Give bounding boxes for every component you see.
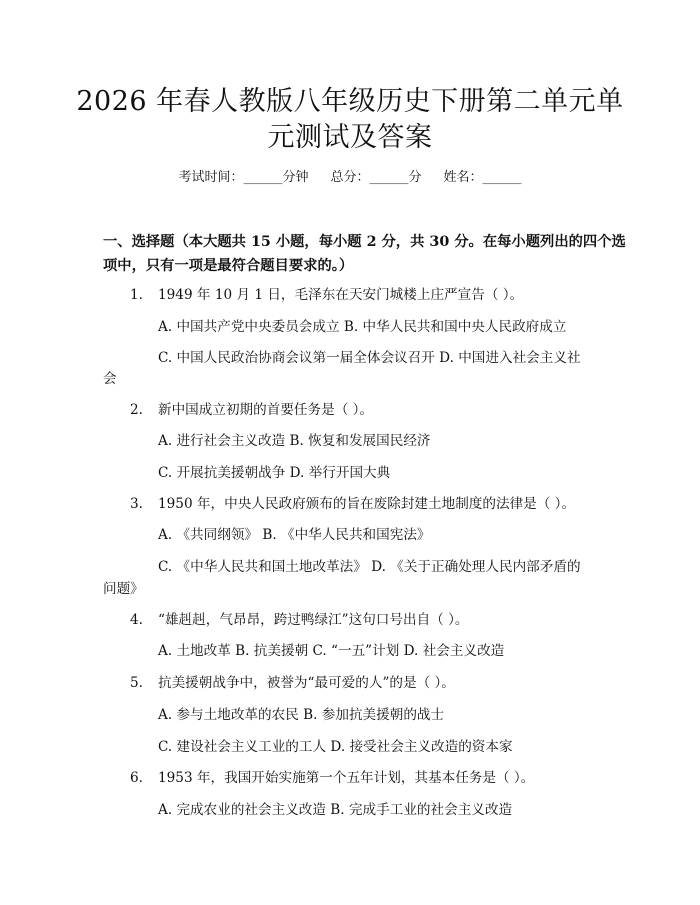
exam-time-field: 考试时间：______分钟 — [178, 170, 309, 185]
question-options: C. 建设社会主义工业的工人 D. 接受社会主义改造的资本家 — [158, 739, 513, 755]
page-title-line1: 2026 年春人教版八年级历史下册第二单元单 — [76, 86, 624, 117]
question-number: 1. — [130, 287, 143, 303]
question-options-wrap: 问题》 — [103, 581, 144, 597]
page-title-line2: 元测试及答案 — [267, 122, 433, 153]
question-text: “雄赳赳，气昂昂，跨过鸭绿江”这句口号出自（ ）。 — [158, 612, 469, 628]
question-options: A. 土地改革 B. 抗美援朝 C. “一五”计划 D. 社会主义改造 — [158, 643, 505, 659]
question-number: 6. — [130, 770, 143, 786]
question-options: A. 中国共产党中央委员会成立 B. 中华人民共和国中央人民政府成立 — [158, 319, 567, 335]
question-number: 2. — [130, 402, 143, 418]
total-score-field: 总分：______分 — [330, 170, 422, 185]
question-options-wrap: 会 — [103, 371, 117, 387]
question-options: C. 中国人民政治协商会议第一届全体会议召开 D. 中国进入社会主义社 — [158, 350, 581, 366]
student-name-field: 姓名：______ — [443, 170, 522, 185]
section-heading-line1: 一、选择题（本大题共 15 小题，每小题 2 分，共 30 分。在每小题列出的四个选 — [103, 234, 626, 250]
exam-info — [0, 168, 700, 188]
question-text: 新中国成立初期的首要任务是（ ）。 — [158, 402, 374, 418]
question-options: C. 开展抗美援朝战争 D. 举行开国大典 — [158, 465, 391, 481]
question-text: 1950 年，中央人民政府颁布的旨在废除封建土地制度的法律是（ ）。 — [158, 496, 576, 512]
question-number: 5. — [130, 675, 143, 691]
question-options: A. 参与土地改革的农民 B. 参加抗美援朝的战士 — [158, 707, 445, 723]
question-text: 1949 年 10 月 1 日，毛泽东在天安门城楼上庄严宣告（ ）。 — [158, 287, 524, 303]
section-heading-line2: 项中，只有一项是最符合题目要求的。） — [103, 258, 354, 274]
question-number: 4. — [130, 612, 143, 628]
question-text: 1953 年，我国开始实施第一个五年计划，其基本任务是（ ）。 — [158, 770, 535, 786]
question-options: C. 《中华人民共和国土地改革法》 D. 《关于正确处理人民内部矛盾的 — [158, 559, 581, 575]
question-options: A. 《共同纲领》 B. 《中华人民共和国宪法》 — [158, 527, 431, 543]
question-options: A. 进行社会主义改造 B. 恢复和发展国民经济 — [158, 433, 431, 449]
question-options: A. 完成农业的社会主义改造 B. 完成手工业的社会主义改造 — [158, 802, 513, 818]
question-number: 3. — [130, 496, 143, 512]
question-text: 抗美援朝战争中，被誉为“最可爱的人”的是（ ）。 — [158, 675, 455, 691]
